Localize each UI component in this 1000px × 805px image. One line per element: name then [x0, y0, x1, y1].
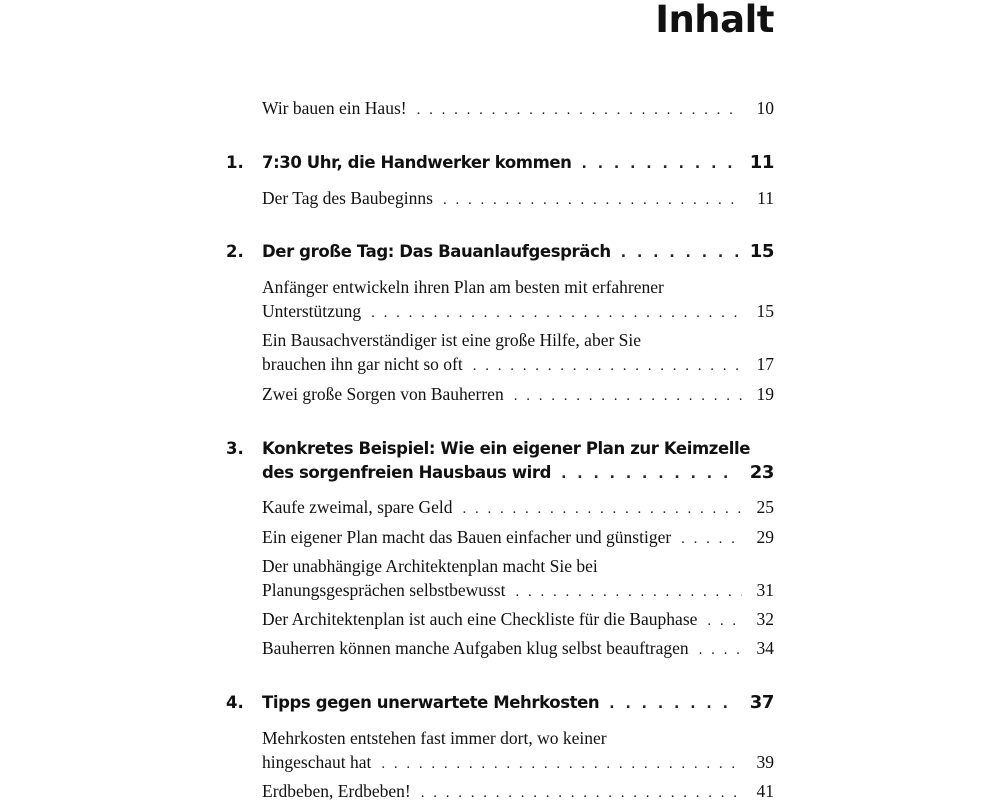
section-title-line: Anfänger entwickeln ihren Plan am besten mit erfahrener [262, 277, 664, 297]
chapter-title: Der große Tag: Das Bauanlaufgespräch [262, 242, 611, 261]
toc-section[interactable] [262, 779, 774, 803]
section-title-line: Der unabhängige Architektenplan macht Sie bei [262, 556, 598, 576]
toc-section[interactable] [262, 382, 774, 406]
toc-chapter-3[interactable] [262, 437, 774, 485]
toc-chapter-2[interactable] [262, 240, 774, 264]
toc-page-number: 39 [756, 752, 774, 772]
chapter-number: 1. [226, 153, 244, 172]
toc-section[interactable] [262, 525, 774, 549]
dot-leader [582, 152, 740, 176]
chapter-number: 2. [226, 242, 244, 261]
section-title: Der Tag des Baubeginns [262, 188, 433, 208]
toc-page-number: 37 [749, 692, 774, 713]
toc-page-number: 15 [756, 301, 774, 321]
chapter-title-line: Konkretes Beispiel: Wie ein eigener Plan zur Keimzelle [262, 439, 751, 458]
toc-section[interactable] [262, 607, 774, 631]
dot-leader [371, 301, 742, 325]
chapter-number: 4. [226, 693, 244, 712]
section-title: Der Architektenplan ist auch eine Checkliste für die Bauphase [262, 609, 698, 629]
toc-entry-title: Wir bauen ein Haus! [262, 98, 407, 118]
dot-leader [381, 752, 742, 776]
toc-entry-intro[interactable] [262, 96, 774, 120]
page-title: Inhalt [655, 0, 774, 41]
toc-page-number: 19 [756, 384, 774, 404]
toc-page-number: 32 [756, 609, 774, 629]
toc-page-number: 10 [756, 98, 774, 118]
chapter-number: 3. [226, 439, 244, 458]
dot-leader [707, 609, 742, 633]
toc-section[interactable] [262, 186, 774, 210]
toc-page-number: 31 [756, 580, 774, 600]
section-title: Zwei große Sorgen von Bauherren [262, 384, 504, 404]
toc-page-number: 34 [756, 638, 774, 658]
toc-page-number: 23 [749, 462, 774, 483]
section-title-line: hingeschaut hat [262, 752, 372, 772]
toc-section[interactable] [262, 328, 774, 376]
dot-leader [561, 462, 740, 486]
toc-page-number: 15 [749, 241, 774, 262]
toc-page-number: 11 [757, 188, 774, 208]
toc-page-number: 29 [756, 527, 774, 547]
toc-page-number: 17 [756, 354, 774, 374]
section-title-line: Planungsgesprächen selbstbewusst [262, 580, 506, 600]
section-title-line: Ein Bausachverständiger ist eine große Hilfe, aber Sie [262, 330, 642, 350]
toc-section[interactable] [262, 636, 774, 660]
dot-leader [462, 497, 742, 521]
dot-leader [443, 188, 742, 212]
dot-leader [699, 638, 742, 662]
toc-chapter-4[interactable] [262, 691, 774, 715]
toc-section[interactable] [262, 275, 774, 323]
dot-leader [417, 98, 742, 122]
section-title: Kaufe zweimal, spare Geld [262, 497, 453, 517]
dot-leader [681, 527, 742, 551]
section-title-line: Mehrkosten entstehen fast immer dort, wo keiner [262, 728, 607, 748]
toc-page-number: 25 [756, 497, 774, 517]
toc-page-number: 41 [756, 781, 774, 801]
dot-leader [516, 580, 742, 604]
dot-leader [609, 692, 740, 716]
dot-leader [421, 781, 742, 805]
section-title: Ein eigener Plan macht das Bauen einfacher und günstiger [262, 527, 672, 547]
section-title-line: brauchen ihn gar nicht so oft [262, 354, 463, 374]
toc-chapter-1[interactable] [262, 151, 774, 175]
toc-page-number: 11 [749, 152, 774, 173]
toc-section[interactable] [262, 726, 774, 774]
dot-leader [621, 241, 740, 265]
section-title: Bauherren können manche Aufgaben klug selbst beauftragen [262, 638, 689, 658]
chapter-title: 7:30 Uhr, die Handwerker kommen [262, 153, 572, 172]
chapter-title-line: des sorgenfreien Hausbaus wird [262, 463, 552, 482]
section-title: Erdbeben, Erdbeben! [262, 781, 411, 801]
dot-leader [514, 384, 742, 408]
dot-leader [473, 354, 742, 378]
toc-section[interactable] [262, 554, 774, 602]
chapter-title: Tipps gegen unerwartete Mehrkosten [262, 693, 600, 712]
toc-section[interactable] [262, 495, 774, 519]
section-title-line: Unterstützung [262, 301, 362, 321]
